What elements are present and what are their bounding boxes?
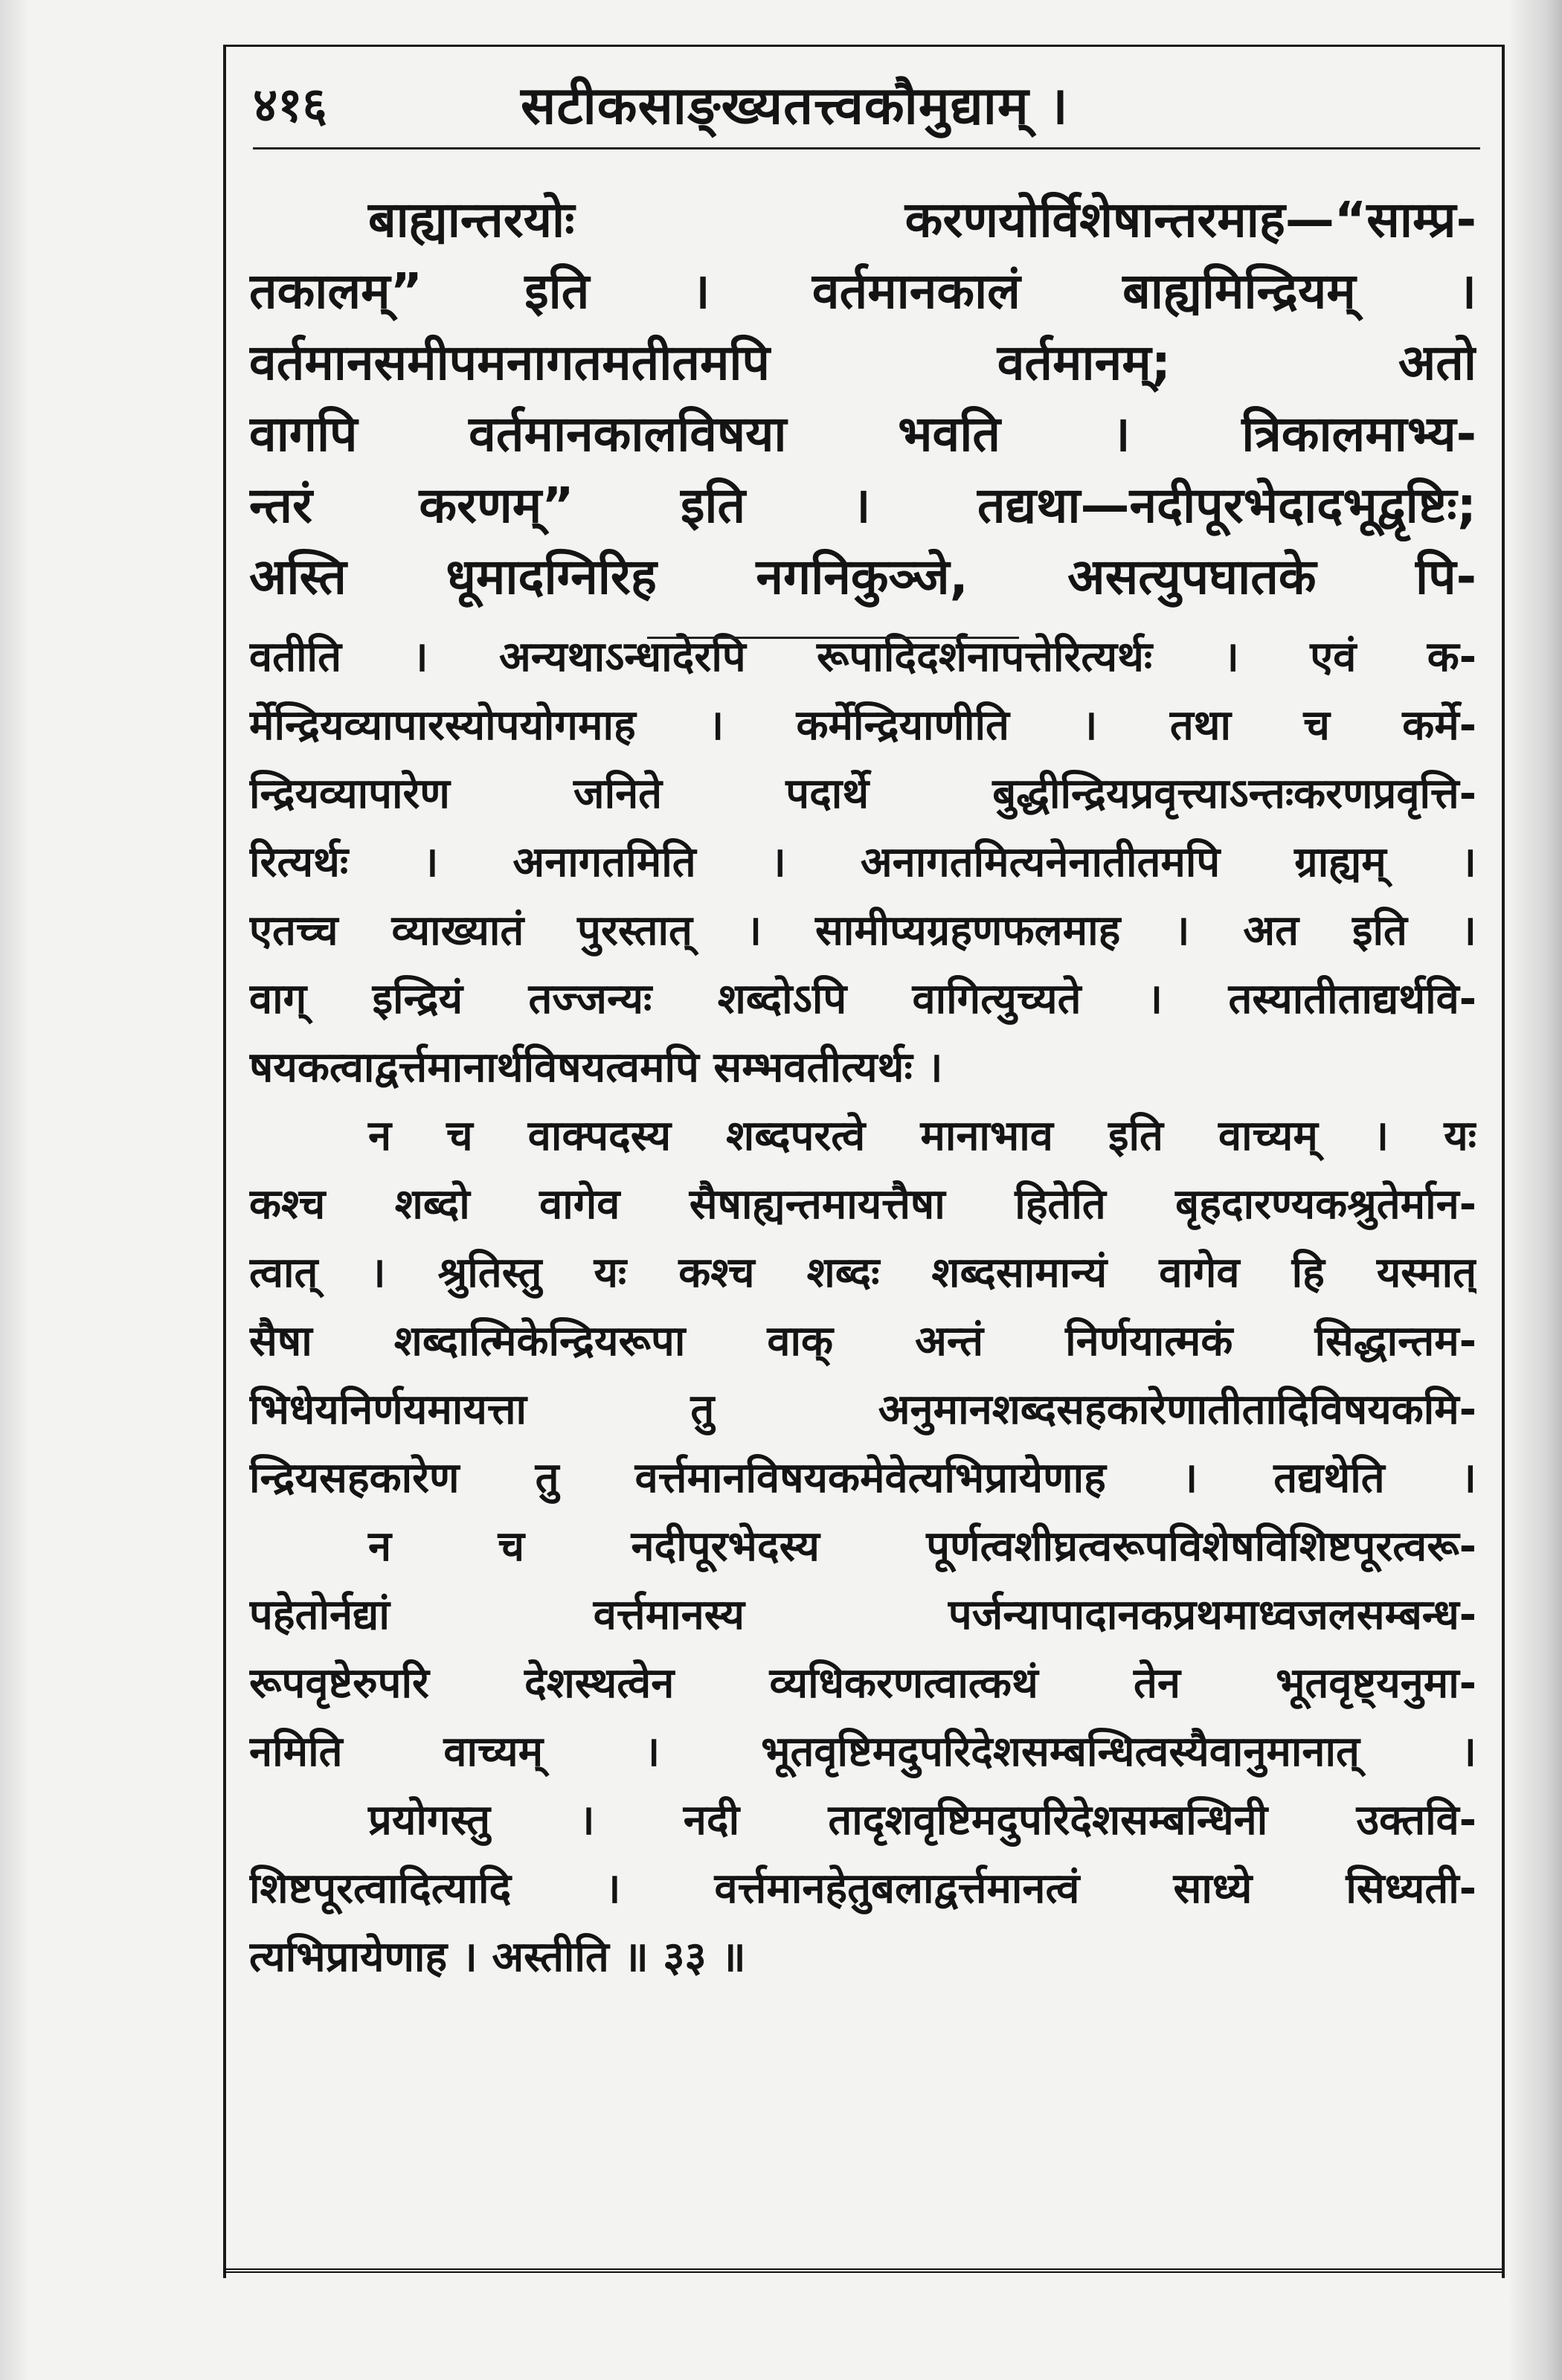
paragraph-line: न्द्रियसहकारेण तु वर्त्तमानविषयकमेवेत्यभिप्रायेणाह । तद्यथेति । — [249, 1454, 1476, 1502]
gloss-line: वाग् इन्द्रियं तज्जन्यः शब्दोऽपि वागित्युच्यते । तस्यातीताद्यर्थवि- — [249, 975, 1476, 1023]
paragraph-line: रूपवृष्टेरुपरि देशस्थत्वेन व्यधिकरणत्वात्कथं तेन भूतवृष्ट्यनुमा- — [249, 1659, 1476, 1708]
page-header — [253, 63, 1480, 145]
section-divider-rule — [647, 637, 1019, 639]
page-left-edge — [0, 0, 27, 2380]
commentary-line: तकालम्” इति । वर्तमानकालं बाह्यमिन्द्रियम् । — [249, 263, 1476, 320]
bottom-rule — [223, 2268, 1502, 2273]
commentary-line: न्तरं करणम्” इति । तद्यथा—नदीपूरभेदादभूद्वृष्टिः; — [249, 477, 1476, 534]
commentary-line: बाह्यान्तरयोः करणयोर्विशेषान्तरमाह—“साम्प्र- — [368, 191, 1476, 248]
gloss-line: र्मेन्द्रियव्यापारस्योपयोगमाह । कर्मेन्द्रियाणीति । तथा च कर्मे- — [249, 701, 1476, 750]
paragraph-line: त्वात् । श्रुतिस्तु यः कश्च शब्दः शब्दसामान्यं वागेव हि यस्मात् — [249, 1249, 1476, 1297]
commentary-block — [249, 184, 1476, 613]
paragraph-line: नमिति वाच्यम् । भूतवृष्टिमदुपरिदेशसम्बन्धित्वस्यैवानुमानात् । — [249, 1728, 1476, 1776]
commentary-line: अस्ति धूमादग्निरिह नगनिकुञ्जे, असत्युपघातके पि- — [249, 548, 1476, 605]
gloss-line: न्द्रियव्यापारेण जनिते पदार्थे बुद्धीन्द्रियप्रवृत्त्याऽन्तःकरणप्रवृत्ति- — [249, 770, 1476, 818]
paragraph-line: न च वाक्पदस्य शब्दपरत्वे मानाभाव इति वाच्यम् । यः — [368, 1112, 1476, 1160]
commentary-line: वागपि वर्तमानकालविषया भवति । त्रिकालमाभ्य- — [249, 405, 1476, 463]
paragraph-line: पहेतोर्नद्यां वर्त्तमानस्य पर्जन्यापादानकप्रथमाध्वजलसम्बन्ध- — [249, 1591, 1476, 1639]
paragraph-line: भिधेयनिर्णयमायत्ता तु अनुमानशब्दसहकारेणातीतादिविषयकमि- — [249, 1386, 1476, 1434]
paragraph-line: प्रयोगस्तु । नदी तादृशवृष्टिमदुपरिदेशसम्बन्धिनी उक्तवि- — [368, 1796, 1476, 1844]
paragraph-line: सैषा शब्दात्मिकेन्द्रियरूपा वाक् अन्तं निर्णयात्मकं सिद्धान्तम- — [249, 1317, 1476, 1366]
paragraph-line: कश्च शब्दो वागेव सैषाह्यन्तमायत्तैषा हितेति बृहदारण्यकश्रुतेर्मान- — [249, 1180, 1476, 1229]
commentary-line: वर्तमानसमीपमनागतमतीतमपि वर्तमानम्; अतो — [249, 334, 1476, 391]
page-number: ४१६ — [253, 78, 327, 133]
gloss-block — [249, 623, 1476, 1992]
paragraph-line: शिष्टपूरत्वादित्यादि । वर्त्तमानहेतुबलाद्वर्त्तमानत्वं साध्ये सिध्यती- — [249, 1865, 1476, 1913]
gloss-line: षयकत्वाद्वर्त्तमानार्थविषयत्वमपि सम्भवतीत्यर्थः । — [249, 1043, 943, 1092]
gloss-line: एतच्च व्याख्यातं पुरस्तात् । सामीप्यग्रहणफलमाह । अत इति । — [249, 907, 1476, 955]
body-text — [249, 184, 1476, 1992]
gloss-line: वतीति । अन्यथाऽन्धादेरपि रूपादिदर्शनापत्तेरित्यर्थः । एवं क- — [249, 633, 1476, 681]
paragraph-line: त्यभिप्रायेणाह । अस्तीति ॥ ३३ ॥ — [249, 1933, 746, 1981]
paragraph-line: न च नदीपूरभेदस्य पूर्णत्वशीघ्रत्वरूपविशेषविशिष्टपूरत्वरू- — [368, 1522, 1476, 1571]
gloss-line: रित्यर्थः । अनागतमिति । अनागतमित्यनेनातीतमपि ग्राह्यम् । — [249, 838, 1476, 887]
header-rule — [253, 147, 1480, 149]
page-right-edge-shadow — [1510, 0, 1562, 2380]
running-title: सटीकसाङ्ख्यतत्त्वकौमुद्याम् । — [521, 75, 1069, 136]
